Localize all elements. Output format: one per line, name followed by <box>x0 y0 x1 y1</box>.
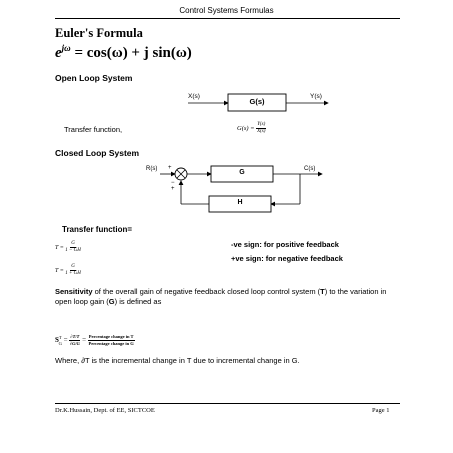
forward-block-label: G <box>239 169 245 176</box>
summing-plus-sign: + <box>168 165 172 171</box>
sensitivity-s: S <box>55 336 59 345</box>
open-loop-input: X(s) <box>188 93 200 100</box>
open-loop-tf-equation <box>237 122 266 135</box>
open-loop-tf-label: Transfer function, <box>64 125 123 134</box>
t1-den: 1 − GH <box>65 248 81 253</box>
open-loop-heading: Open Loop System <box>55 73 133 83</box>
open-loop-block-label: G(s) <box>249 97 265 106</box>
closed-loop-tf-positive <box>55 241 81 254</box>
closed-loop-tf-heading: Transfer function= <box>62 225 133 234</box>
open-loop-tf-lhs: G(s) = <box>237 124 255 132</box>
euler-base: e <box>55 45 62 61</box>
sensitivity-paragraph <box>55 287 400 307</box>
closed-loop-output: C(s) <box>304 166 316 172</box>
footer-rule <box>55 403 400 404</box>
open-loop-tf-fraction <box>256 122 266 135</box>
feedback-block-label: H <box>237 199 243 206</box>
closed-loop-tf-negative <box>55 264 81 277</box>
t2-num: G <box>71 264 75 269</box>
open-loop-output: Y(s) <box>310 93 322 100</box>
sensitivity-right-den: Percentage change in G <box>88 341 134 346</box>
sensitivity-equation <box>55 334 135 347</box>
t1-num: G <box>71 241 75 246</box>
positive-sign-note: +ve sign: for negative feedback <box>231 254 343 263</box>
open-loop-tf-num: Y(s) <box>257 122 266 127</box>
sensitivity-where-text: Where, ∂T is the incremental change in T due to incremental change in G. <box>55 356 300 365</box>
sensitivity-right-fraction <box>88 334 135 347</box>
page-header-title: Control Systems Formulas <box>179 6 274 15</box>
t-lhs-1: T = <box>55 244 64 251</box>
closed-loop-tf-fraction-2 <box>65 264 81 277</box>
sensitivity-eq-2: = <box>80 336 88 345</box>
sensitivity-text-2: ) to the variation in open loop gain ( <box>55 287 387 306</box>
sensitivity-term: Sensitivity <box>55 287 93 296</box>
footer-author: Dr.K.Hussain, Dept. of EE, SICTCOE <box>55 407 155 414</box>
t-lhs-2: T = <box>55 267 64 274</box>
closed-loop-input: R(s) <box>146 166 158 172</box>
sensitivity-text-1: of the overall gain of negative feedback closed loop control system ( <box>92 287 321 296</box>
sensitivity-text-3: ) is defined as <box>114 297 162 306</box>
open-loop-tf-den: X(s) <box>257 129 266 134</box>
sensitivity-T: T <box>320 287 325 296</box>
sensitivity-mid-den: ∂G/G <box>69 341 80 346</box>
sensitivity-mid-num: ∂T/T <box>70 334 80 339</box>
sensitivity-eq-1: = <box>61 336 70 345</box>
footer-page-number: Page 1 <box>372 407 390 414</box>
sensitivity-right-num: Percentage change in T <box>88 334 134 339</box>
sensitivity-s-sup: T <box>58 334 62 340</box>
summing-plus-lower-sign: + <box>171 186 175 192</box>
euler-exponent: jω <box>61 43 71 53</box>
sensitivity-s-sub: G <box>58 340 62 346</box>
negative-sign-note: -ve sign: for positive feedback <box>231 240 339 249</box>
euler-rhs: = cos(ω) + j sin(ω) <box>70 45 192 61</box>
closed-loop-heading: Closed Loop System <box>55 148 140 158</box>
closed-loop-tf-fraction-1 <box>65 241 81 254</box>
t2-den: 1 + GH <box>65 271 81 276</box>
sensitivity-G: G <box>108 297 115 306</box>
euler-heading: Euler's Formula <box>55 26 143 40</box>
summing-minus-sign: − <box>171 180 175 186</box>
sensitivity-mid-fraction <box>69 334 80 347</box>
